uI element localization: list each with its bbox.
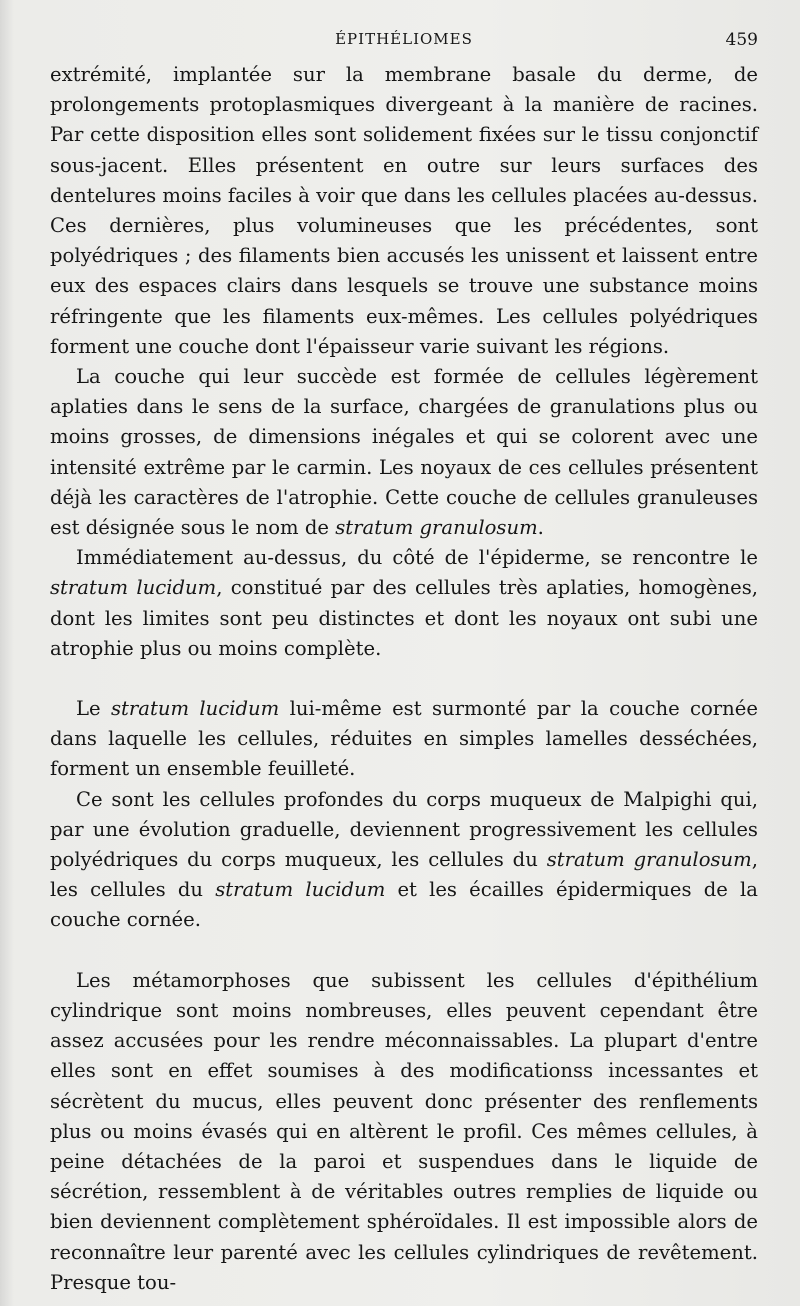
text-run: , les cellules du <box>50 848 758 902</box>
text-run: La couche qui leur succède est formée de cellules légèrement aplaties dans le sens de la surface, chargées de granulations plus ou moins grosses, de dimensions inégales et qui se colorent avec une intensité extrême par le carmin. Les noyaux de ces cellules présentent déjà les caractères de l'atrophie. Cette couche de cellules granuleuses est désignée sous le nom de <box>50 365 758 540</box>
body-text <box>50 60 758 1298</box>
text-run: Le <box>76 697 111 721</box>
paragraph <box>50 694 758 785</box>
text-run: . <box>537 516 544 540</box>
page-header <box>50 26 758 60</box>
text-run: Immédiatement au-dessus, du côté de l'épiderme, se rencontre le <box>76 546 758 570</box>
text-run: lui-même est surmonté par la couche cornée dans laquelle les cellules, réduites en simples lamelles desséchées, forment un ensemble feuilleté. <box>50 697 758 781</box>
page-number: 459 <box>725 30 758 50</box>
paragraph <box>50 362 758 543</box>
latin-term: stratum lucidum <box>215 878 386 902</box>
latin-term: stratum granulosum <box>546 848 752 872</box>
paragraph <box>50 543 758 664</box>
paragraph <box>50 60 758 362</box>
running-title: ÉPITHÉLIOMES <box>335 30 473 48</box>
latin-term: stratum lucidum <box>110 697 280 721</box>
latin-term: stratum lucidum <box>50 576 217 600</box>
latin-term: stratum granulosum <box>335 516 538 540</box>
text-run: Ce sont les cellules profondes du corps muqueux de Malpighi qui, par une évolution graduelle, deviennent progressivement les cellules polyédriques du corps muqueux, les cellules du <box>50 787 758 872</box>
text-run: , constitué par des cellules très aplaties, homogènes, dont les limites sont peu distinctes et dont les noyaux ont subi une atrophie plus ou moins complète. <box>50 576 758 660</box>
text-run: Les métamorphoses que subissent les cellules d'épithélium cylindrique sont moins nombreuses, elles peuvent cependant être assez accusées pour les rendre méconnaissables. La plupart d'entre elles sont en effet soumises à des modificationss incessantes et sécrètent du mucus, elles peuvent donc présenter des renflements plus ou moins évasés qui en altèrent le profil. Ces mêmes cellules, à peine détachées de la paroi et suspendues dans le liquide de sécrétion, ressemblent à de véritables outres remplies de liquide ou bien deviennent complètement sphéroïdales. Il est impossible alors de reconnaître leur parenté avec les cellules cylindriques de revêtement. Presque tou- <box>50 968 758 1294</box>
paragraph <box>50 966 758 1298</box>
text-run: et les écailles épidermiques de la couche cornée. <box>50 878 758 932</box>
text-run: extrémité, implantée sur la membrane basale du derme, de prolongements protoplasmiques divergeant à la manière de racines. Par cette disposition elles sont solidement fixées sur le tissu conjonctif sous-jacent. Elles présentent en outre sur leurs surfaces des dentelures moins faciles à voir que dans les cellules placées au-dessus. Ces dernières, plus volumineuses que les précédentes, sont polyédriques ; des filaments bien accusés les unissent et laissent entre eux des espaces clairs dans lesquels se trouve une substance moins réfringente que les filaments eux-mêmes. Les cellules polyédriques forment une couche dont l'épaisseur varie suivant les régions. <box>50 63 758 358</box>
paragraph <box>50 785 758 936</box>
